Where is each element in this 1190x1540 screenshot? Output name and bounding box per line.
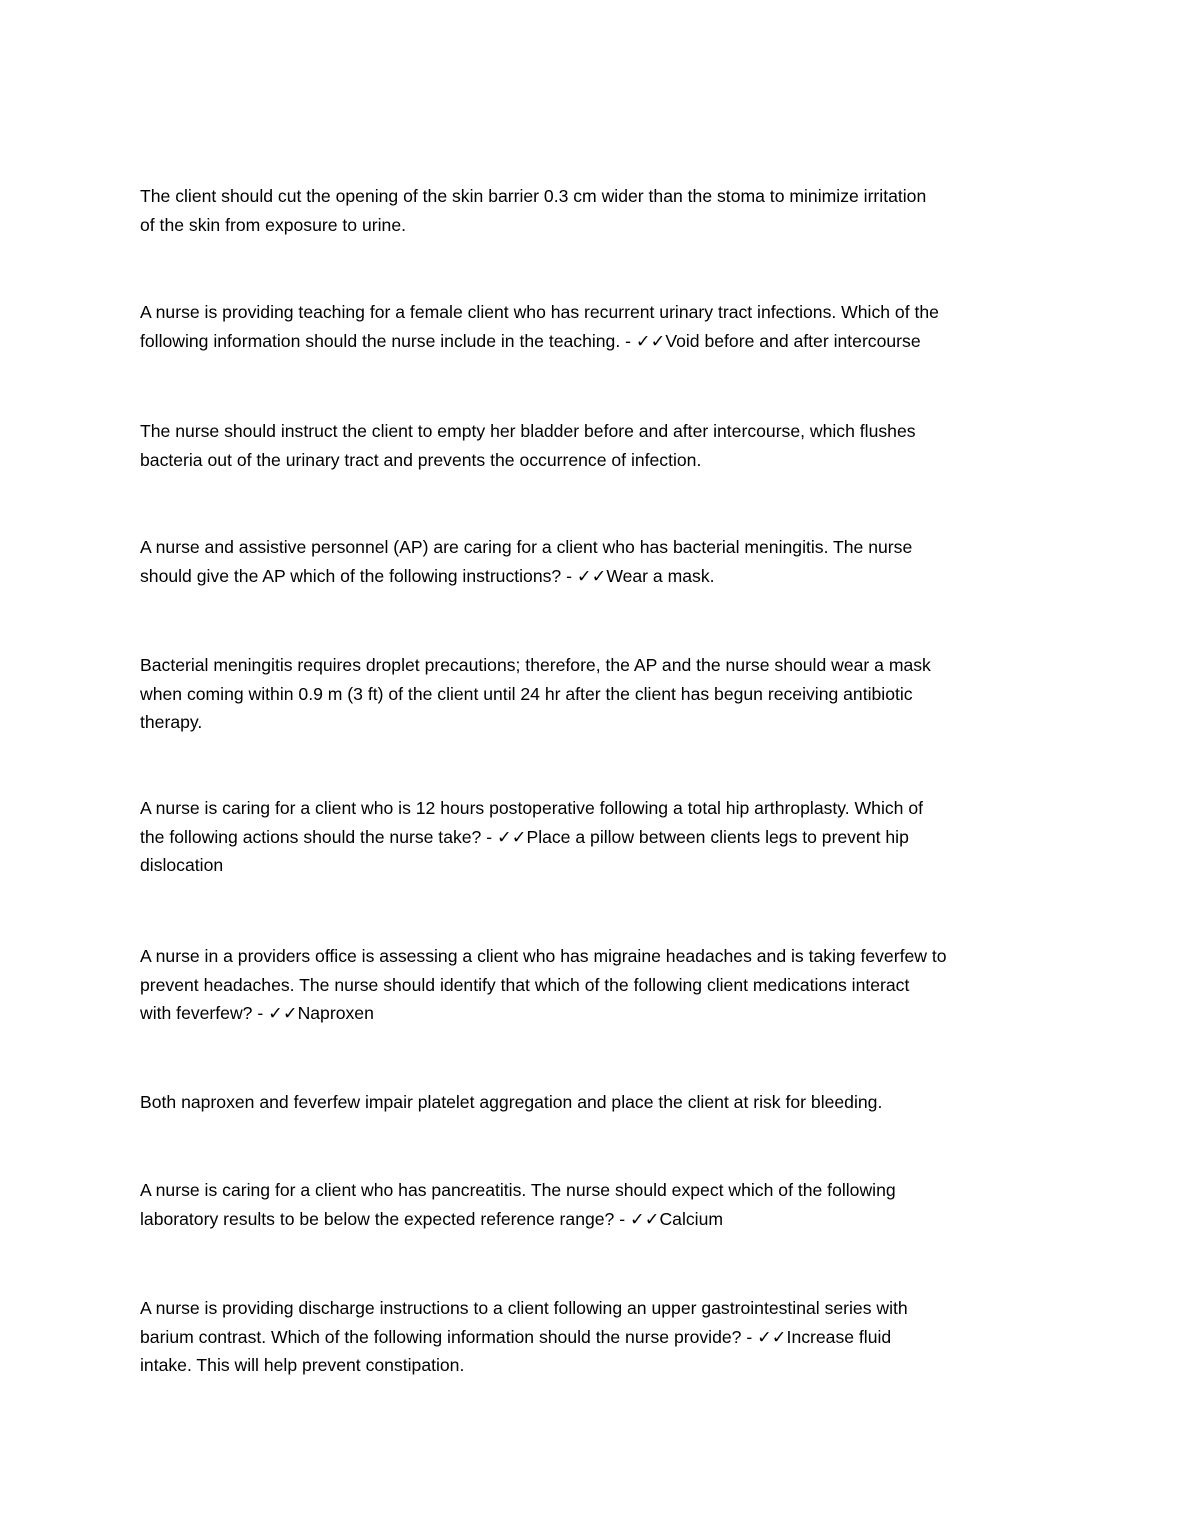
paragraph	[140, 1294, 908, 1380]
paragraph	[140, 1176, 896, 1233]
text-line: Both naproxen and feverfew impair platelet aggregation and place the client at risk for bleeding.	[140, 1092, 883, 1112]
text-line: should give the AP which of the following instructions? - ✓✓Wear a mask.	[140, 565, 715, 586]
paragraph	[140, 942, 947, 1028]
paragraph	[140, 298, 939, 355]
text-line: intake. This will help prevent constipation.	[140, 1355, 465, 1375]
text-line: bacteria out of the urinary tract and prevents the occurrence of infection.	[140, 449, 702, 470]
text-line: therapy.	[140, 712, 203, 732]
paragraph	[140, 417, 916, 474]
text-line: barium contrast. Which of the following information should the nurse provide? - ✓✓Increase fluid	[140, 1326, 892, 1347]
text-line: The nurse should instruct the client to empty her bladder before and after intercourse, which flushes	[140, 421, 916, 441]
text-line: prevent headaches. The nurse should identify that which of the following client medications interact	[140, 974, 910, 995]
text-line: A nurse and assistive personnel (AP) are caring for a client who has bacterial meningitis. The nurse	[140, 537, 913, 557]
text-line: following information should the nurse include in the teaching. - ✓✓Void before and after intercourse	[140, 330, 921, 351]
paragraph	[140, 182, 926, 239]
text-line: A nurse is providing teaching for a female client who has recurrent urinary tract infections. Which of the	[140, 302, 939, 322]
text-line: A nurse in a providers office is assessing a client who has migraine headaches and is taking feverfew to	[140, 946, 947, 966]
text-line: The client should cut the opening of the skin barrier 0.3 cm wider than the stoma to minimize irritation	[140, 186, 927, 206]
text-line: Bacterial meningitis requires droplet precautions; therefore, the AP and the nurse should wear a mask	[140, 655, 931, 675]
text-line: when coming within 0.9 m (3 ft) of the client until 24 hr after the client has begun receiving antibiotic	[140, 683, 913, 704]
text-line: A nurse is providing discharge instructions to a client following an upper gastrointestinal series with	[140, 1298, 908, 1318]
paragraph	[140, 794, 923, 880]
text-line: laboratory results to be below the expected reference range? - ✓✓Calcium	[140, 1208, 724, 1229]
paragraph	[140, 533, 912, 590]
text-line: of the skin from exposure to urine.	[140, 214, 406, 235]
text-line: A nurse is caring for a client who has pancreatitis. The nurse should expect which of the following	[140, 1180, 896, 1200]
text-line: the following actions should the nurse take? - ✓✓Place a pillow between clients legs to prevent hip	[140, 826, 909, 847]
text-line: dislocation	[140, 855, 224, 875]
text-line: with feverfew? - ✓✓Naproxen	[140, 1003, 374, 1023]
text-line: A nurse is caring for a client who is 12 hours postoperative following a total hip arthroplasty. Which of	[140, 798, 923, 818]
paragraph	[140, 651, 931, 737]
paragraph	[140, 1088, 882, 1117]
